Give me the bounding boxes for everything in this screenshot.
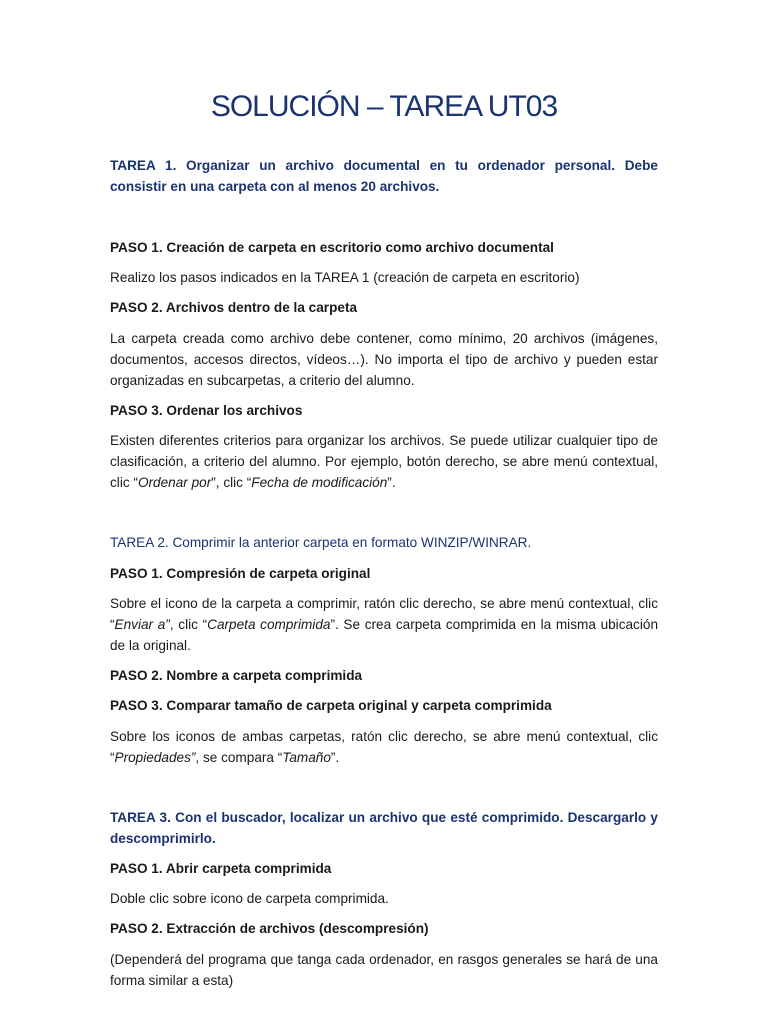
task-3-step-2-text: (Dependerá del programa que tanga cada ordenador, en rasgos generales se hará de una forma similar a esta) xyxy=(110,952,658,988)
task-2-step-1-title: PASO 1. Compresión de carpeta original xyxy=(110,566,371,581)
task-1-heading: TAREA 1. Organizar un archivo documental en tu ordenador personal. Debe consistir en una carpeta con al menos 20 archivos. xyxy=(110,158,658,194)
task-1-step-3-title: PASO 3. Ordenar los archivos xyxy=(110,403,303,418)
task-3-step-2-title: PASO 2. Extracción de archivos (descompresión) xyxy=(110,921,429,936)
task-3-step-1-text: Doble clic sobre icono de carpeta comprimida. xyxy=(110,891,389,906)
task-2-heading: TAREA 2. Comprimir la anterior carpeta en formato WINZIP/WINRAR. xyxy=(110,535,532,550)
task-2-step-3-title: PASO 3. Comparar tamaño de carpeta original y carpeta comprimida xyxy=(110,698,552,713)
task-1-step-3-text: Existen diferentes criterios para organizar los archivos. Se puede utilizar cualquier tipo de clasificación, a criterio del alumno. Por ejemplo, botón derecho, se abre menú contextual, clic “Ordenar por”, clic “Fecha de modificación”. xyxy=(110,433,658,490)
task-3-step-1-title: PASO 1. Abrir carpeta comprimida xyxy=(110,861,332,876)
task-1-step-2-text: La carpeta creada como archivo debe contener, como mínimo, 20 archivos (imágenes, documentos, accesos directos, vídeos…). No importa el tipo de archivo y pueden estar organizadas en subcarpetas, a criterio del alumno. xyxy=(110,331,658,388)
task-1-step-2-title: PASO 2. Archivos dentro de la carpeta xyxy=(110,300,358,315)
menu-option-ordenar-por: Ordenar por xyxy=(137,475,212,490)
property-tamano: Tamaño xyxy=(282,750,331,765)
task-3-heading: TAREA 3. Con el buscador, localizar un archivo que esté comprimido. Descargarlo y descomprimirlo. xyxy=(110,810,658,846)
task-1-step-1-title: PASO 1. Creación de carpeta en escritorio como archivo documental xyxy=(110,240,554,255)
menu-option-carpeta-comprimida: Carpeta comprimida xyxy=(207,617,331,632)
task-1-step-1-text: Realizo los pasos indicados en la TAREA 1 (creación de carpeta en escritorio) xyxy=(110,270,580,285)
document-title: SOLUCIÓN – TAREA UT03 xyxy=(210,90,558,123)
task-2-step-2-title: PASO 2. Nombre a carpeta comprimida xyxy=(110,668,363,683)
menu-option-propiedades: Propiedades” xyxy=(114,750,196,765)
menu-option-enviar-a: Enviar a” xyxy=(114,617,170,632)
task-2-step-3-text: Sobre los iconos de ambas carpetas, ratón clic derecho, se abre menú contextual, clic “Propiedades”, se compara “Tamaño”. xyxy=(110,729,658,765)
task-2-step-1-text: Sobre el icono de la carpeta a comprimir, ratón clic derecho, se abre menú contextual, clic “Enviar a”, clic “Carpeta comprimida”. Se crea carpeta comprimida en la misma ubicación de la original. xyxy=(110,596,658,653)
menu-option-fecha-modificacion: Fecha de modificación xyxy=(251,475,388,490)
